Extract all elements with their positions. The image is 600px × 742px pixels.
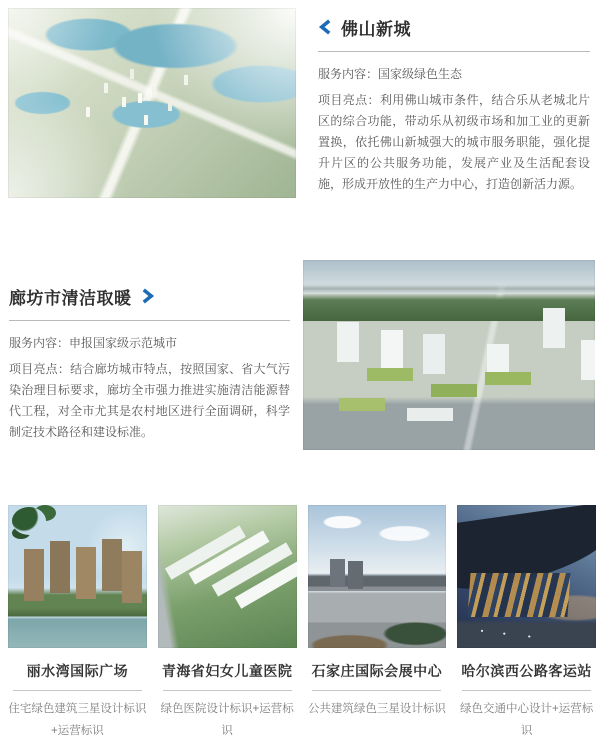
project-card-harbin-station[interactable] [457,505,596,742]
highlight-text: 项目亮点：结合廊坊城市特点，按照国家、省大气污染治理目标要求，廊坊全市强力推进实施清洁能源替代工程，对全市尤其是农村地区进行全面调研，科学制定技术路径和建设标准。 [9,362,290,439]
project-title: 石家庄国际会展中心 [311,663,443,679]
project-title: 青海省妇女儿童医院 [161,663,293,679]
project-image [457,505,596,648]
left-chevron-icon [318,19,333,35]
foshan-aerial-image [8,8,296,198]
project-image [8,505,147,648]
divider [312,690,441,691]
service-text: 服务内容：国家级绿色生态 [318,67,463,81]
project-subtitle: 公共建筑绿色三星设计标识 [307,703,446,715]
langfang-campus-image [303,260,595,450]
project-title: 哈尔滨西公路客运站 [461,663,592,679]
project-image [158,505,297,648]
project-title: 丽水湾国际广场 [26,663,129,679]
divider [318,51,590,52]
langfang-section [9,283,290,448]
divider [462,690,591,691]
foshan-section [318,14,590,200]
divider [9,320,290,321]
foshan-section-link[interactable] [318,14,590,40]
project-subtitle: 绿色医院设计标识+运营标识 [160,703,294,737]
langfang-section-link[interactable] [9,283,290,309]
highlight-text: 项目亮点：利用佛山城市条件，结合乐从老城北片区的综合功能，带动乐从初级市场和加工业的更新置换，依托佛山新城强大的城市服务职能，强化提升片区的公共服务功能，发展产业及生活配套设施，形成开放性的生产力中心，打造创新活力源。 [318,93,590,191]
project-card-lishuiwan[interactable] [8,505,147,742]
section-title: 佛山新城 [341,19,411,39]
divider [163,690,292,691]
project-card-qinghai-hospital[interactable] [158,505,297,742]
project-card-row [8,505,596,742]
project-card-shijiazhuang-expo[interactable] [308,505,447,742]
right-chevron-icon [140,288,155,304]
project-subtitle: 绿色交通中心设计+运营标识 [460,703,594,737]
project-subtitle: 住宅绿色建筑三星设计标识+运营标识 [8,703,147,737]
divider [13,690,142,691]
section-title: 廊坊市清洁取暖 [9,288,132,308]
service-text: 服务内容：申报国家级示范城市 [9,336,178,350]
project-image [308,505,447,648]
